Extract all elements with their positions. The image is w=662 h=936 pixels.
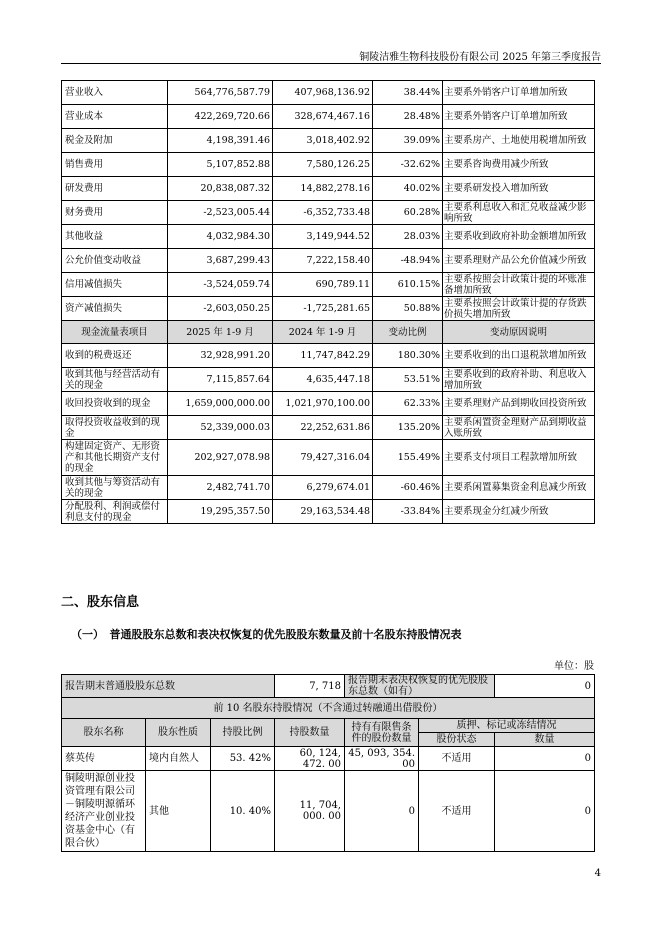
table-row — [62, 81, 595, 105]
change-ratio: -32.62% — [373, 153, 443, 177]
shareholder-share-status: 不适用 — [419, 771, 495, 852]
table-row — [62, 201, 595, 225]
change-reason: 主要系外销客户订单增加所致 — [443, 81, 595, 105]
income-statement-rows — [62, 81, 595, 321]
current-period-value: -2,523,005.44 — [168, 201, 273, 225]
preferred-holders-label: 报告期末表决权恢复的优先股股东总数（如有） — [345, 675, 495, 698]
previous-period-value: 14,882,278.16 — [273, 177, 373, 201]
change-reason: 主要系按照会计政策计提的坏账准备增加所致 — [443, 273, 595, 297]
shareholder-pledge-qty: 0 — [495, 747, 595, 771]
col-pledge-status: 质押、标记或冻结情况 — [419, 719, 595, 733]
previous-period-value: 3,018,402.92 — [273, 129, 373, 153]
table-row — [62, 368, 595, 392]
table-row — [62, 771, 595, 852]
section-title: 二、股东信息 — [61, 595, 140, 610]
table-row — [62, 129, 595, 153]
change-reason: 主要系收到的出口退税款增加所致 — [443, 344, 595, 368]
current-period-value: 422,269,720.66 — [168, 105, 273, 129]
change-reason: 主要系理财产品公允价值减少所致 — [443, 249, 595, 273]
shareholder-ratio: 10. 40% — [211, 771, 275, 852]
financial-change-table — [61, 80, 595, 524]
shareholder-ratio: 53. 42% — [211, 747, 275, 771]
col-holding-ratio: 持股比例 — [211, 719, 275, 747]
previous-period-value: 79,427,316.04 — [273, 440, 373, 476]
current-period-value: 52,339,000.03 — [168, 416, 273, 440]
row-label: 取得投资收益收到的现金 — [62, 416, 168, 440]
change-ratio: 610.15% — [373, 273, 443, 297]
change-reason: 主要系收到政府补助金额增加所致 — [443, 225, 595, 249]
top10-title-row — [62, 698, 595, 719]
unit-label: 单位：股 — [554, 661, 594, 672]
shareholder-count: 60, 124, 472. 00 — [275, 747, 345, 771]
change-ratio: 62.33% — [373, 392, 443, 416]
table-row — [62, 225, 595, 249]
previous-period-value: 1,021,970,100.00 — [273, 392, 373, 416]
row-label: 销售费用 — [62, 153, 168, 177]
row-label: 财务费用 — [62, 201, 168, 225]
current-period-value: -3,524,059.74 — [168, 273, 273, 297]
current-period-value: 3,687,299.43 — [168, 249, 273, 273]
page-number: 4 — [594, 868, 601, 879]
row-label: 收到的税费返还 — [62, 344, 168, 368]
current-period-value: 32,928,991.20 — [168, 344, 273, 368]
col-pledge-qty: 数量 — [495, 733, 595, 747]
col-holding-count: 持股数量 — [275, 719, 345, 747]
table-row — [62, 392, 595, 416]
change-reason: 主要系咨询费用减少所致 — [443, 153, 595, 177]
shareholder-col-header-row-1 — [62, 719, 595, 733]
current-period-value: 4,032,984.30 — [168, 225, 273, 249]
row-label: 构建固定资产、无形资产和其他长期资产支付的现金 — [62, 440, 168, 476]
previous-period-value: 22,252,631.86 — [273, 416, 373, 440]
current-period-value: -2,603,050.25 — [168, 297, 273, 321]
table-row — [62, 416, 595, 440]
change-ratio: 135.20% — [373, 416, 443, 440]
previous-period-value: 3,149,944.52 — [273, 225, 373, 249]
current-period-value: 202,927,078.98 — [168, 440, 273, 476]
change-reason: 主要系闲置资金理财产品到期收益入账所致 — [443, 416, 595, 440]
change-reason: 主要系闲置募集资金利息减少所致 — [443, 476, 595, 500]
row-label: 资产减值损失 — [62, 297, 168, 321]
change-reason: 主要系外销客户订单增加所致 — [443, 105, 595, 129]
current-period-value: 564,776,587.79 — [168, 81, 273, 105]
table-row — [62, 344, 595, 368]
current-period-value: 20,838,087.32 — [168, 177, 273, 201]
table-row — [62, 747, 595, 771]
table-row — [62, 500, 595, 524]
shareholder-nature: 其他 — [146, 771, 211, 852]
row-label: 收回投资收到的现金 — [62, 392, 168, 416]
report-header-title: 铜陵洁雅生物科技股份有限公司 2025 年第三季度报告 — [359, 52, 601, 63]
cashflow-header-reason: 变动原因说明 — [443, 321, 595, 344]
previous-period-value: 4,635,447.18 — [273, 368, 373, 392]
table-row — [62, 105, 595, 129]
change-ratio: 28.48% — [373, 105, 443, 129]
previous-period-value: 29,163,534.48 — [273, 500, 373, 524]
change-reason: 主要系收到的政府补助、利息收入增加所致 — [443, 368, 595, 392]
change-reason: 主要系利息收入和汇兑收益减少影响所致 — [443, 201, 595, 225]
change-ratio: 40.02% — [373, 177, 443, 201]
top10-title: 前 10 名股东持股情况（不含通过转融通出借股份） — [62, 698, 595, 719]
shareholder-share-status: 不适用 — [419, 747, 495, 771]
section-subtitle: （一） 普通股股东总数和表决权恢复的优先股股东数量及前十名股东持股情况表 — [71, 628, 462, 641]
change-ratio: 39.09% — [373, 129, 443, 153]
cashflow-header-current: 2025 年 1-9 月 — [168, 321, 273, 344]
row-label: 公允价值变动收益 — [62, 249, 168, 273]
row-label: 营业成本 — [62, 105, 168, 129]
previous-period-value: 7,580,126.25 — [273, 153, 373, 177]
shareholder-name: 蔡英传 — [62, 747, 146, 771]
change-ratio: 53.51% — [373, 368, 443, 392]
row-label: 营业收入 — [62, 81, 168, 105]
change-reason: 主要系支付项目工程款增加所致 — [443, 440, 595, 476]
previous-period-value: 7,222,158.40 — [273, 249, 373, 273]
total-holders-label: 报告期末普通股股东总数 — [62, 675, 275, 698]
header-divider — [61, 63, 601, 64]
row-label: 收到其他与经营活动有关的现金 — [62, 368, 168, 392]
row-label: 收到其他与筹资活动有关的现金 — [62, 476, 168, 500]
current-period-value: 4,198,391.46 — [168, 129, 273, 153]
col-shareholder-name: 股东名称 — [62, 719, 146, 747]
previous-period-value: 690,789.11 — [273, 273, 373, 297]
shareholder-nature: 境内自然人 — [146, 747, 211, 771]
previous-period-value: -6,352,733.48 — [273, 201, 373, 225]
change-ratio: -48.94% — [373, 249, 443, 273]
change-ratio: 28.03% — [373, 225, 443, 249]
current-period-value: 7,115,857.64 — [168, 368, 273, 392]
cashflow-rows — [62, 344, 595, 524]
current-period-value: 1,659,000,000.00 — [168, 392, 273, 416]
table-row — [62, 273, 595, 297]
previous-period-value: 328,674,467.16 — [273, 105, 373, 129]
col-share-status: 股份状态 — [419, 733, 495, 747]
shareholder-restricted: 45, 093, 354. 00 — [345, 747, 419, 771]
table-row — [62, 476, 595, 500]
cashflow-header-item: 现金流量表项目 — [62, 321, 168, 344]
cashflow-header-row — [62, 321, 595, 344]
change-ratio: -60.46% — [373, 476, 443, 500]
change-ratio: 60.28% — [373, 201, 443, 225]
current-period-value: 19,295,357.50 — [168, 500, 273, 524]
change-ratio: 50.88% — [373, 297, 443, 321]
shareholder-name: 铜陵明源创业投资管理有限公司－铜陵明源循环经济产业创业投资基金中心（有限合伙） — [62, 771, 146, 852]
row-label: 其他收益 — [62, 225, 168, 249]
previous-period-value: 6,279,674.01 — [273, 476, 373, 500]
change-ratio: -33.84% — [373, 500, 443, 524]
change-ratio: 180.30% — [373, 344, 443, 368]
col-shareholder-nature: 股东性质 — [146, 719, 211, 747]
change-ratio: 155.49% — [373, 440, 443, 476]
previous-period-value: -1,725,281.65 — [273, 297, 373, 321]
table-row — [62, 153, 595, 177]
shareholder-table — [61, 674, 595, 852]
table-row — [62, 440, 595, 476]
change-reason: 主要系研发投入增加所致 — [443, 177, 595, 201]
change-reason: 主要系现金分红减少所致 — [443, 500, 595, 524]
table-row — [62, 177, 595, 201]
shareholder-pledge-qty: 0 — [495, 771, 595, 852]
change-reason: 主要系按照会计政策计提的存货跌价损失增加所致 — [443, 297, 595, 321]
shareholder-total-row — [62, 675, 595, 698]
table-row — [62, 297, 595, 321]
row-label: 信用减值损失 — [62, 273, 168, 297]
col-restricted-shares: 持有有限售条件的股份数量 — [345, 719, 419, 747]
preferred-holders-value: 0 — [495, 675, 595, 698]
row-label: 研发费用 — [62, 177, 168, 201]
row-label: 税金及附加 — [62, 129, 168, 153]
cashflow-header-change: 变动比例 — [373, 321, 443, 344]
table-row — [62, 249, 595, 273]
previous-period-value: 407,968,136.92 — [273, 81, 373, 105]
shareholder-restricted: 0 — [345, 771, 419, 852]
cashflow-header-previous: 2024 年 1-9 月 — [273, 321, 373, 344]
previous-period-value: 11,747,842.29 — [273, 344, 373, 368]
row-label: 分配股利、利润或偿付利息支付的现金 — [62, 500, 168, 524]
shareholder-count: 11, 704, 000. 00 — [275, 771, 345, 852]
change-reason: 主要系理财产品到期收回投资所致 — [443, 392, 595, 416]
change-reason: 主要系房产、土地使用税增加所致 — [443, 129, 595, 153]
change-ratio: 38.44% — [373, 81, 443, 105]
total-holders-value: 7, 718 — [275, 675, 345, 698]
current-period-value: 2,482,741.70 — [168, 476, 273, 500]
current-period-value: 5,107,852.88 — [168, 153, 273, 177]
